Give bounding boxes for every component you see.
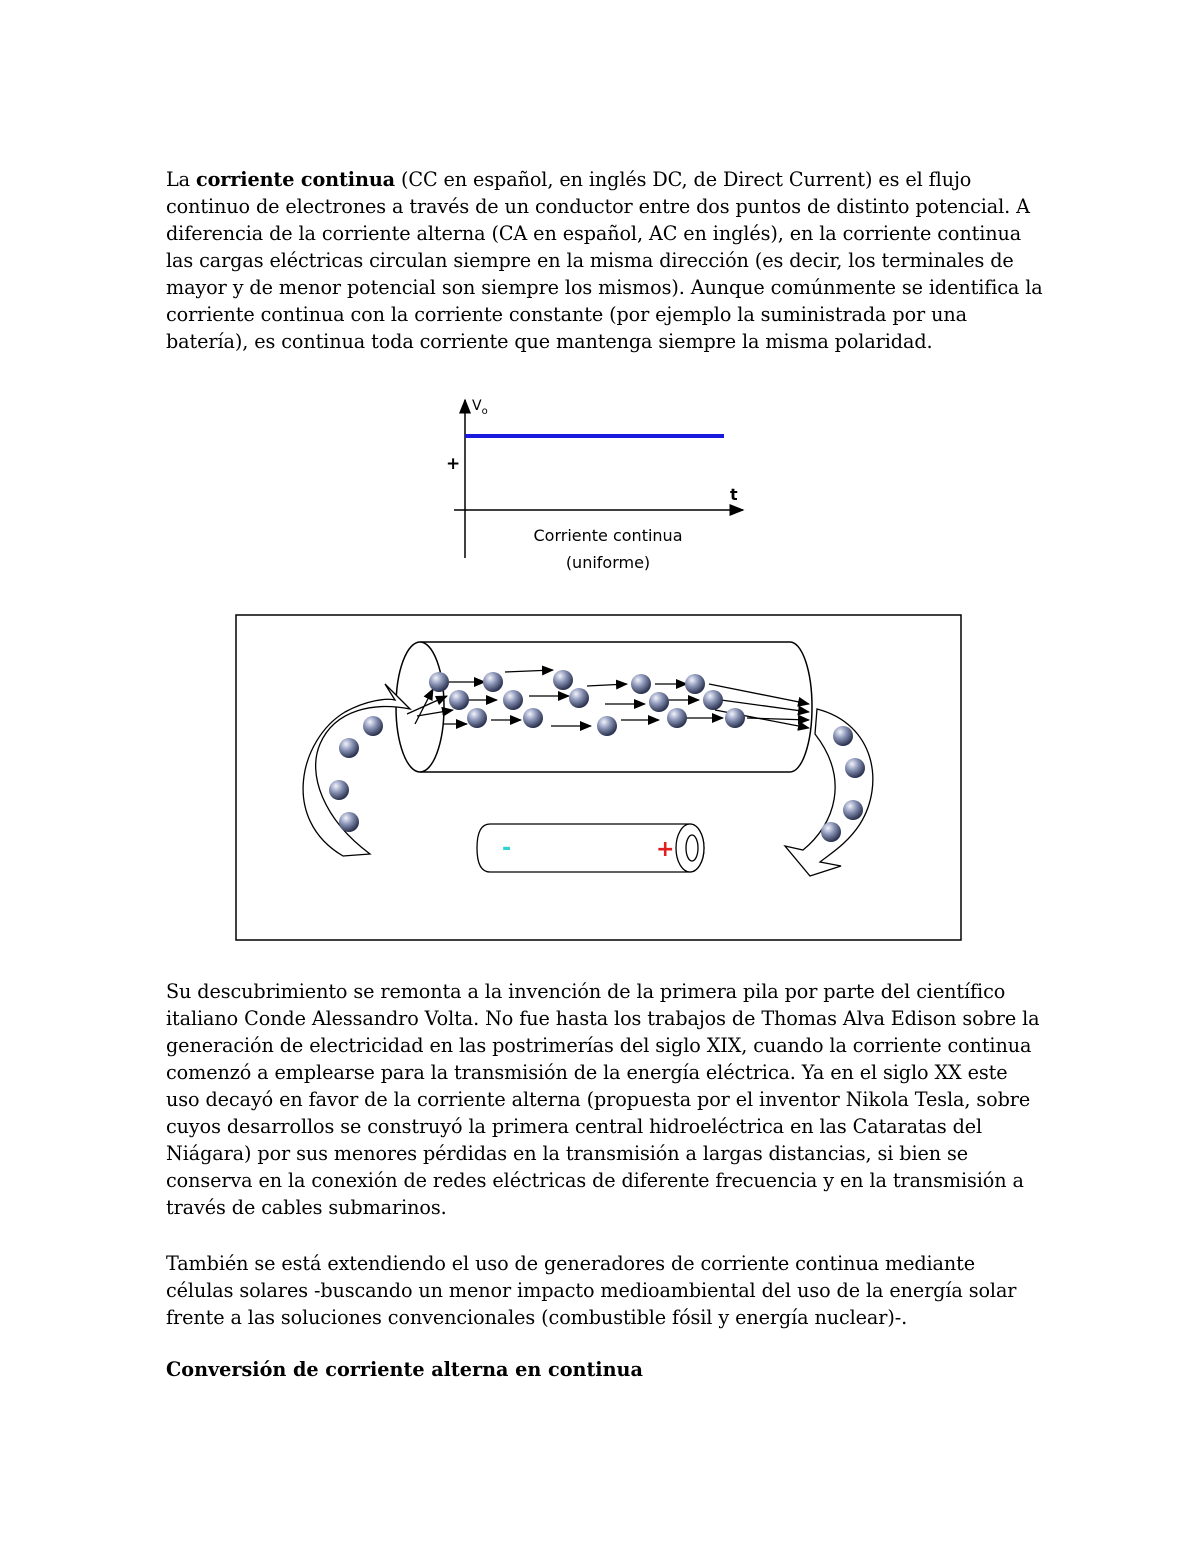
electron bbox=[725, 708, 745, 728]
electron bbox=[833, 726, 853, 746]
electron bbox=[449, 690, 469, 710]
x-axis-label: t bbox=[730, 485, 738, 504]
paragraph-history: Su descubrimiento se remonta a la invención de la primera pila por parte del científico italiano Conde Alessandro Volta. No fue hasta los trabajos de Thomas Alva Edison sobre la generación de electricidad en las postrimerías del siglo XIX, cuando la corriente continua comenzó a emplearse para la transmisión de la energía eléctrica. Ya en el siglo XX este uso decayó en favor de la corriente alterna (propuesta por el inventor Nikola Tesla, sobre cuyos desarrollos se construyó la primera central hidroeléctrica en las Cataratas del Niágara) por sus menores pérdidas en la transmisión a largas distancias, si bien se conserva en la conexión de redes eléctricas de diferente frecuencia y en la transmisión a través de cables submarinos. bbox=[166, 980, 1040, 1219]
electron bbox=[597, 716, 617, 736]
electron bbox=[429, 672, 449, 692]
electron bbox=[703, 690, 723, 710]
dc-voltage-graph bbox=[440, 388, 760, 588]
intro-bold-term: corriente continua bbox=[195, 168, 395, 191]
electron bbox=[667, 708, 687, 728]
battery-plus-sign: + bbox=[656, 837, 675, 862]
intro-rest: (CC en español, en inglés DC, de Direct Current) es el flujo continuo de electrones a través de un conductor entre dos puntos de distinto potencial. A diferencia de la corriente alterna (CA en español, AC en inglés), en la corriente continua las cargas eléctricas circulan siempre en la misma dirección (es decir, los terminales de mayor y de menor potencial son siempre los mismos). Aunque comúnmente se identifica la corriente continua con la corriente constante (por ejemplo la suministrada por una batería), es continua toda corriente que mantenga siempre la misma polaridad. bbox=[166, 168, 1043, 353]
electron bbox=[843, 800, 863, 820]
electron bbox=[649, 692, 669, 712]
electron bbox=[523, 708, 543, 728]
intro-lead: La bbox=[166, 168, 196, 191]
battery-minus-sign: - bbox=[502, 836, 512, 861]
electron bbox=[363, 716, 383, 736]
electron bbox=[631, 674, 651, 694]
electron bbox=[483, 672, 503, 692]
battery bbox=[477, 824, 704, 872]
paragraph-solar: También se está extendiendo el uso de generadores de corriente continua mediante células solares -buscando un menor impacto medioambiental del uso de la energía solar frente a las soluciones convencionales (combustible fósil y energía nuclear)-. bbox=[166, 1252, 1017, 1329]
electron bbox=[503, 690, 523, 710]
electron bbox=[329, 780, 349, 800]
graph-caption-line1: Corriente continua bbox=[533, 526, 683, 545]
electron-flow-figure bbox=[235, 614, 963, 942]
electron bbox=[339, 738, 359, 758]
paragraph-intro bbox=[166, 166, 1046, 355]
section-heading: Conversión de corriente alterna en continua bbox=[166, 1358, 643, 1381]
electron bbox=[339, 812, 359, 832]
y-axis-label: $V_o$ bbox=[472, 398, 488, 417]
graph-caption-line2: (uniforme) bbox=[565, 553, 651, 572]
electron bbox=[821, 822, 841, 842]
electron bbox=[685, 674, 705, 694]
electron bbox=[467, 708, 487, 728]
electron bbox=[553, 670, 573, 690]
electron bbox=[845, 758, 865, 778]
electron bbox=[569, 688, 589, 708]
plus-sign-label: + bbox=[446, 454, 461, 474]
